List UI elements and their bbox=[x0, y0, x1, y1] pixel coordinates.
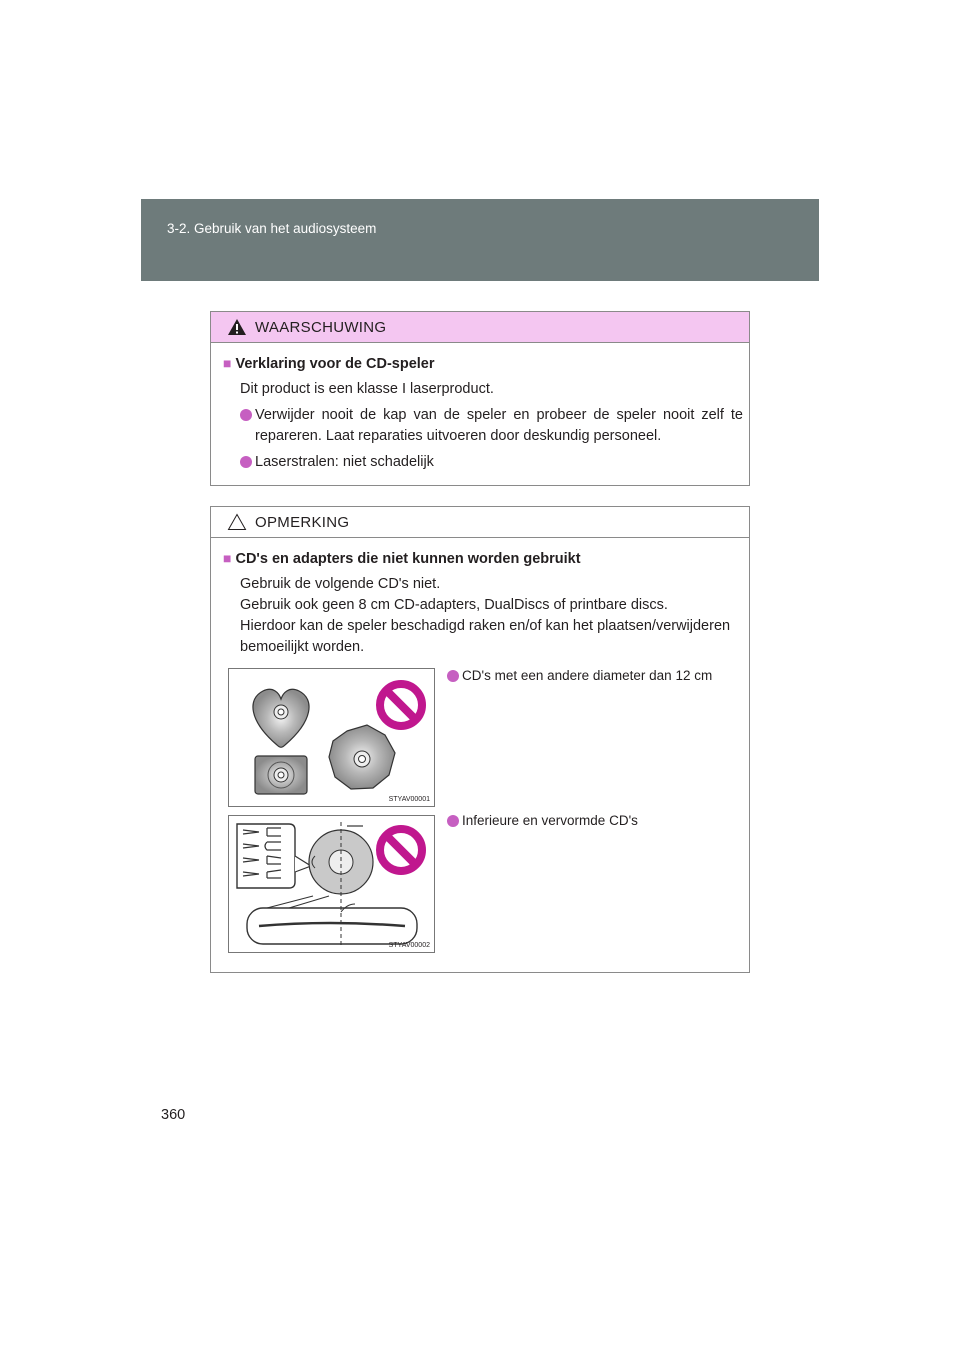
deformed-cd-icon bbox=[309, 822, 373, 946]
warning-intro: Dit product is een klasse I laserproduct. bbox=[240, 381, 494, 397]
note-box bbox=[210, 506, 750, 973]
heart-cd-icon bbox=[253, 689, 309, 747]
note-section-title: ■ CD's en adapters die niet kunnen worden gebruikt bbox=[223, 550, 581, 567]
warning-icon bbox=[227, 318, 247, 336]
illustration-code: STYAV00001 bbox=[388, 796, 430, 803]
illustration-caption: CD's met een andere diameter dan 12 cm bbox=[447, 667, 712, 685]
illustration-deformed-cds bbox=[228, 815, 435, 953]
warning-header bbox=[211, 312, 749, 343]
warning-section-title: ■ Verklaring voor de CD-speler bbox=[223, 355, 435, 372]
octagon-cd-icon bbox=[329, 725, 395, 789]
illustration-caption: Inferieure en vervormde CD's bbox=[447, 812, 638, 830]
warning-bullet: Laserstralen: niet schadelijk bbox=[240, 452, 743, 473]
warning-bullet: Verwijder nooit de kap van de speler en probeer de speler nooit zelf te repareren. Laat reparaties uitvoeren door deskundig personeel. bbox=[240, 405, 743, 447]
caution-outline-icon bbox=[227, 513, 247, 531]
warped-disc-side-view bbox=[247, 896, 417, 944]
section-header-bar bbox=[141, 199, 819, 281]
note-line: Hierdoor kan de speler beschadigd raken en/of kan het plaatsen/verwijderen bemoeilijkt worden. bbox=[240, 618, 731, 655]
note-line: Gebruik de volgende CD's niet. bbox=[240, 576, 441, 592]
page-number: 360 bbox=[161, 1107, 186, 1123]
bullet-dot-icon bbox=[240, 456, 252, 468]
illustration-odd-shaped-cds bbox=[228, 668, 435, 807]
bullet-dot-icon bbox=[240, 409, 252, 421]
warning-heading: WAARSCHUWING bbox=[255, 319, 387, 336]
warning-box bbox=[210, 311, 750, 486]
square-bullet-icon: ■ bbox=[223, 550, 232, 566]
bullet-dot-icon bbox=[447, 815, 459, 827]
prohibition-icon bbox=[380, 829, 422, 871]
note-text bbox=[240, 574, 750, 658]
note-heading: OPMERKING bbox=[255, 514, 350, 531]
note-header bbox=[211, 507, 749, 538]
section-title: 3-2. Gebruik van het audiosysteem bbox=[167, 221, 377, 236]
bullet-dot-icon bbox=[447, 670, 459, 682]
card-cd-icon bbox=[255, 756, 307, 794]
note-line: Gebruik ook geen 8 cm CD-adapters, DualDiscs of printbare discs. bbox=[240, 597, 668, 613]
prohibition-icon bbox=[380, 684, 422, 726]
square-bullet-icon: ■ bbox=[223, 355, 232, 371]
illustration-code: STYAV00002 bbox=[388, 942, 430, 949]
edge-profile-icons bbox=[243, 828, 281, 878]
